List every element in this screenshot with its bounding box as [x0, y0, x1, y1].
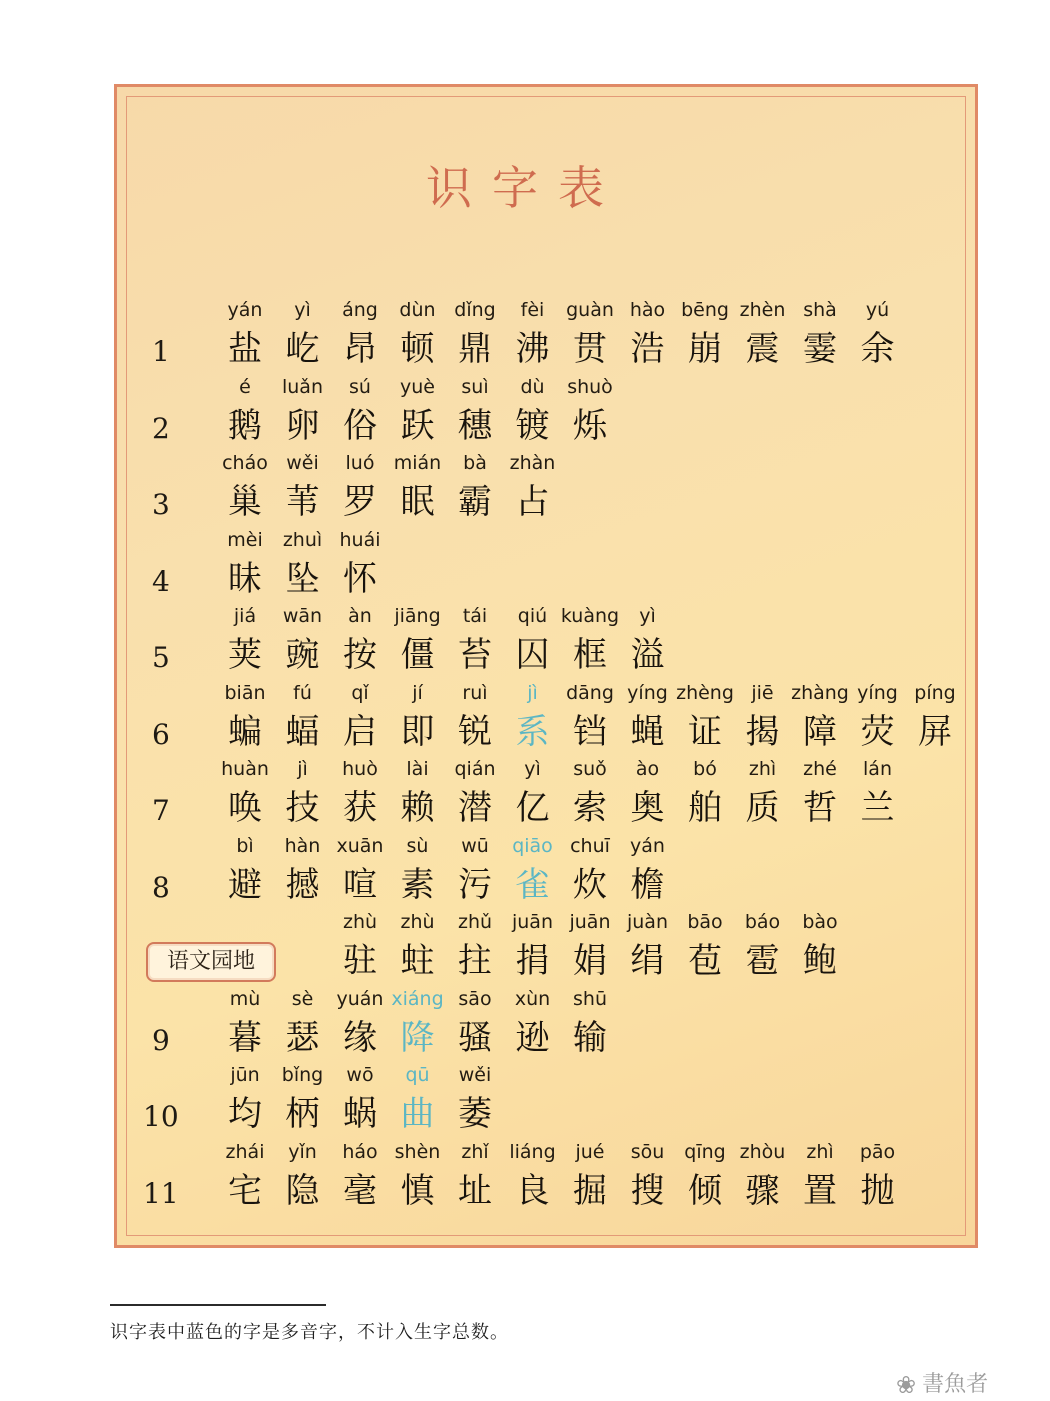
pinyin: wō [346, 1064, 374, 1086]
pinyin: suì [461, 375, 489, 398]
hanzi: 蜗 [343, 1094, 377, 1134]
pinyin: yán [227, 299, 263, 321]
pinyin: qiāo [512, 834, 553, 857]
pinyin: xuān [336, 834, 384, 857]
hanzi: 跃 [400, 405, 435, 446]
hanzi: 眠 [400, 482, 435, 522]
lesson-row [0, 1138, 1050, 1214]
pinyin: yì [294, 299, 311, 321]
hanzi: 兰 [860, 788, 895, 828]
hanzi: 雀 [515, 864, 550, 905]
character-entry [503, 449, 563, 525]
hanzi: 良 [515, 1170, 550, 1211]
hanzi: 僵 [400, 635, 435, 675]
pinyin: huò [342, 758, 378, 780]
pinyin: qīng [684, 1140, 726, 1163]
pinyin: zhái [225, 1140, 265, 1163]
hanzi: 震 [745, 329, 780, 369]
pinyin: zhì [748, 758, 777, 780]
lesson-number: 9 [152, 1023, 170, 1057]
pinyin: zhuì [282, 528, 323, 551]
hanzi: 骤 [745, 1170, 780, 1211]
pinyin: wěi [458, 1064, 492, 1086]
lesson-row [0, 373, 1050, 449]
hanzi: 鹅 [228, 405, 262, 446]
pinyin: zhì [806, 1140, 834, 1163]
lesson-row [0, 526, 1050, 602]
hanzi: 骚 [458, 1017, 492, 1058]
pinyin: xiáng [391, 987, 444, 1010]
hanzi: 镀 [515, 405, 550, 446]
hanzi: 亿 [515, 788, 550, 828]
hanzi: 喧 [343, 864, 377, 905]
hanzi: 毫 [343, 1170, 377, 1211]
pinyin: yǐn [288, 1140, 317, 1163]
lesson-number: 3 [152, 488, 170, 521]
hanzi: 穗 [458, 405, 492, 446]
hanzi: 余 [860, 329, 895, 369]
pinyin: yì [639, 605, 656, 627]
pinyin: qǐ [351, 681, 369, 704]
lesson-row [0, 985, 1050, 1061]
hanzi: 霎 [803, 329, 837, 369]
lesson-number: 6 [152, 717, 170, 751]
hanzi: 囚 [515, 635, 550, 675]
pinyin: hàn [284, 834, 321, 857]
pinyin: yán [630, 834, 665, 857]
hanzi: 质 [745, 788, 780, 828]
hanzi: 索 [573, 788, 607, 828]
hanzi: 屏 [918, 711, 952, 752]
hanzi: 即 [400, 711, 435, 752]
wechat-icon: ❀ [896, 1371, 917, 1399]
pinyin: háo [342, 1140, 378, 1163]
character-entry [848, 755, 908, 831]
pinyin: juān [511, 911, 553, 933]
hanzi: 雹 [745, 941, 780, 981]
hanzi: 框 [573, 635, 607, 675]
hanzi: 揭 [745, 711, 780, 752]
pinyin: qián [454, 758, 496, 780]
pinyin: bǐng [281, 1064, 324, 1086]
pinyin: jì [527, 681, 538, 704]
pinyin: jūn [230, 1064, 260, 1086]
hanzi: 避 [228, 864, 262, 905]
pinyin: bāo [687, 911, 723, 933]
pinyin: yuán [336, 987, 384, 1010]
pinyin: tái [462, 605, 488, 627]
hanzi: 瑟 [285, 1017, 320, 1058]
character-entry [618, 832, 678, 908]
hanzi: 苔 [458, 635, 492, 675]
hanzi: 抛 [860, 1170, 895, 1211]
footnote-divider [110, 1304, 326, 1306]
watermark-text: 書魚者 [922, 1372, 989, 1397]
hanzi: 贯 [573, 329, 607, 369]
hanzi: 获 [343, 788, 377, 828]
pinyin: dùn [399, 299, 436, 321]
pinyin: wān [282, 605, 323, 627]
hanzi: 障 [803, 711, 837, 752]
pinyin: xùn [514, 987, 551, 1010]
pinyin: liáng [509, 1140, 556, 1163]
hanzi: 娟 [573, 941, 607, 981]
hanzi: 溢 [630, 635, 665, 675]
hanzi: 搜 [630, 1170, 665, 1211]
hanzi: 霸 [458, 482, 492, 522]
hanzi: 荧 [860, 711, 895, 752]
pinyin: kuàng [560, 605, 620, 627]
pinyin: bó [693, 758, 717, 780]
pinyin: jiāng [394, 605, 441, 627]
pinyin: àn [348, 605, 372, 627]
pinyin: zhèng [676, 681, 734, 704]
pinyin: sú [349, 375, 371, 398]
hanzi: 污 [458, 864, 492, 905]
chinese-garden-badge: 语文园地 [146, 942, 276, 982]
hanzi: 烁 [573, 405, 607, 446]
hanzi: 坠 [285, 558, 320, 599]
character-entry [848, 1138, 908, 1214]
hanzi: 奥 [630, 788, 665, 828]
hanzi: 沸 [515, 329, 550, 369]
hanzi: 鼎 [458, 329, 492, 369]
pinyin: jiá [233, 605, 257, 627]
character-entry [618, 602, 678, 678]
lesson-number: 8 [152, 870, 170, 904]
lesson-row [0, 679, 1050, 755]
hanzi: 系 [515, 711, 550, 752]
pinyin: zhàng [791, 681, 849, 704]
pinyin: wū [461, 834, 489, 857]
pinyin: sè [291, 987, 314, 1010]
hanzi: 证 [688, 711, 722, 752]
hanzi: 柄 [285, 1094, 320, 1134]
hanzi: 苇 [285, 482, 320, 522]
character-entry [848, 296, 908, 372]
hanzi: 崩 [688, 329, 722, 369]
lesson-row [0, 832, 1050, 908]
pinyin: yíng [627, 681, 668, 704]
pinyin: yíng [857, 681, 898, 704]
pinyin: shèn [394, 1140, 441, 1163]
hanzi: 慎 [400, 1170, 435, 1211]
pinyin: sōu [630, 1140, 665, 1163]
hanzi: 置 [803, 1170, 837, 1211]
hanzi: 屹 [285, 329, 320, 369]
character-entry [330, 526, 390, 602]
hanzi: 哲 [803, 788, 837, 828]
hanzi: 倾 [688, 1170, 722, 1211]
hanzi: 蝇 [630, 711, 665, 752]
pinyin: báo [744, 911, 781, 933]
lesson-number: 7 [152, 794, 170, 827]
watermark [896, 1370, 988, 1400]
hanzi: 址 [458, 1170, 492, 1211]
lesson-number: 1 [152, 335, 170, 368]
pinyin: píng [914, 681, 956, 704]
pinyin: yì [524, 758, 541, 780]
pinyin: áng [342, 299, 378, 321]
pinyin: zhù [342, 911, 378, 933]
pinyin: zhé [803, 758, 837, 780]
hanzi: 拄 [458, 941, 492, 981]
pinyin: guàn [566, 299, 614, 321]
pinyin: fèi [520, 299, 545, 321]
hanzi: 锐 [458, 711, 492, 752]
hanzi: 鲍 [803, 941, 837, 981]
hanzi: 按 [343, 635, 377, 675]
hanzi: 卵 [285, 405, 320, 446]
lesson-number: 11 [143, 1176, 179, 1210]
hanzi: 俗 [343, 405, 377, 446]
pinyin: bà [463, 452, 487, 474]
pinyin: ào [635, 758, 660, 780]
hanzi: 唤 [228, 788, 262, 828]
lesson-number: 2 [152, 411, 170, 445]
pinyin: bì [236, 834, 254, 857]
pinyin: zhòu [739, 1140, 786, 1163]
pinyin: bào [802, 911, 838, 933]
hanzi: 赖 [400, 788, 435, 828]
pinyin: sāo [458, 987, 492, 1010]
hanzi: 顿 [400, 329, 435, 369]
hanzi: 素 [400, 864, 435, 905]
pinyin: wěi [286, 452, 319, 474]
pinyin: huái [339, 528, 381, 551]
pinyin: ruì [462, 681, 488, 704]
pinyin: yú [865, 299, 890, 321]
pinyin: suǒ [573, 758, 607, 780]
pinyin: juàn [626, 911, 668, 933]
hanzi: 昂 [343, 329, 377, 369]
pinyin: luǎn [281, 375, 323, 398]
pinyin: zhǐ [461, 1140, 489, 1163]
footnote: 识字表中蓝色的字是多音字，不计入生字总数。 [110, 1322, 509, 1343]
hanzi: 绢 [630, 941, 665, 981]
lesson-row [0, 602, 1050, 678]
hanzi: 掘 [573, 1170, 607, 1211]
hanzi: 荚 [228, 635, 262, 675]
hanzi: 豌 [285, 635, 320, 675]
lesson-row [0, 296, 1050, 372]
pinyin: zhàn [509, 452, 556, 474]
hanzi: 蝙 [228, 711, 262, 752]
pinyin: juān [569, 911, 611, 933]
hanzi: 罗 [343, 482, 377, 522]
pinyin: cháo [222, 452, 268, 474]
pinyin: lài [406, 758, 429, 780]
pinyin: dù [520, 375, 545, 398]
hanzi: 宅 [228, 1170, 262, 1211]
pinyin: sù [406, 834, 429, 857]
hanzi: 铛 [573, 711, 607, 752]
hanzi: 曲 [400, 1094, 435, 1134]
hanzi: 逊 [515, 1017, 550, 1058]
page-title: 识字表 [426, 161, 624, 215]
hanzi: 驻 [343, 941, 377, 981]
pinyin: fú [293, 681, 312, 704]
character-entry [560, 985, 620, 1061]
hanzi: 撼 [285, 864, 320, 905]
hanzi: 占 [515, 482, 550, 522]
lesson-number: 4 [152, 564, 170, 598]
hanzi: 启 [343, 711, 377, 752]
hanzi: 缘 [343, 1017, 377, 1058]
lesson-row [0, 1061, 1050, 1137]
lesson-row [0, 449, 1050, 525]
pinyin: shū [573, 987, 607, 1010]
hanzi: 捐 [515, 941, 550, 981]
pinyin: jué [575, 1140, 605, 1163]
hanzi: 昧 [228, 558, 262, 599]
pinyin: luó [345, 452, 375, 474]
pinyin: mù [229, 987, 261, 1010]
pinyin: shà [803, 299, 837, 321]
pinyin: shuò [567, 375, 613, 398]
pinyin: pāo [859, 1140, 896, 1163]
pinyin: jiē [751, 681, 774, 704]
pinyin: é [239, 375, 251, 398]
hanzi: 蛀 [400, 941, 435, 981]
hanzi: 隐 [285, 1170, 320, 1211]
hanzi: 技 [285, 788, 320, 828]
pinyin: mèi [227, 528, 263, 551]
lesson-number: 5 [152, 641, 170, 674]
pinyin: hào [629, 299, 666, 321]
pinyin: qiú [517, 605, 548, 627]
hanzi: 均 [228, 1094, 262, 1134]
hanzi: 炊 [573, 864, 607, 905]
hanzi: 降 [400, 1017, 435, 1058]
pinyin: bēng [681, 299, 729, 321]
hanzi: 苞 [688, 941, 722, 981]
pinyin: dāng [566, 681, 614, 704]
pinyin: jì [297, 758, 308, 780]
hanzi: 蝠 [285, 711, 320, 752]
hanzi: 输 [573, 1017, 607, 1058]
pinyin: chuī [570, 834, 610, 857]
lesson-number: 10 [143, 1100, 179, 1133]
pinyin: zhǔ [457, 911, 493, 933]
character-entry [445, 1061, 505, 1137]
pinyin: zhèn [739, 299, 786, 321]
hanzi: 潜 [458, 788, 492, 828]
hanzi: 舶 [688, 788, 722, 828]
pinyin: dǐng [454, 299, 496, 321]
hanzi: 巢 [228, 482, 262, 522]
character-entry [790, 908, 850, 984]
hanzi: 浩 [630, 329, 665, 369]
pinyin: zhù [400, 911, 435, 933]
pinyin: mián [393, 452, 442, 474]
character-entry [905, 679, 965, 755]
lesson-row [0, 755, 1050, 831]
pinyin: huàn [221, 758, 269, 780]
hanzi: 萎 [458, 1094, 492, 1134]
hanzi: 檐 [630, 864, 665, 905]
pinyin: lán [863, 758, 892, 780]
hanzi: 暮 [228, 1017, 262, 1058]
hanzi: 盐 [228, 329, 262, 369]
pinyin: biān [224, 681, 266, 704]
pinyin: yuè [400, 375, 435, 398]
pinyin: qū [405, 1064, 430, 1086]
hanzi: 怀 [343, 558, 377, 599]
pinyin: jí [412, 681, 423, 704]
character-entry [560, 373, 620, 449]
